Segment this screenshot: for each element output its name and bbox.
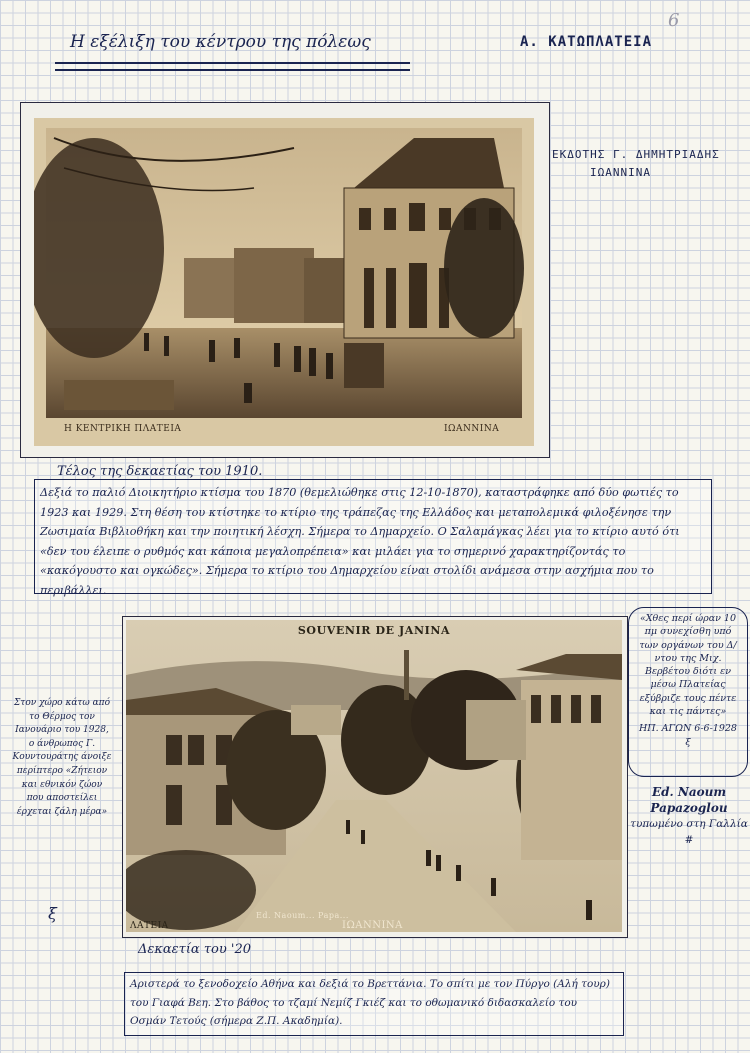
side-note-mark: ξ: [48, 904, 57, 923]
page-number: 6: [668, 10, 680, 31]
photo2-title: SOUVENIR DE JANINA: [297, 624, 451, 637]
caption1-date: Τέλος της δεκαετίας του 1910.: [57, 464, 263, 479]
publisher-note-2: [630, 784, 748, 848]
caption2-date: Δεκαετία του '20: [138, 942, 252, 957]
caption1-text: Δεξιά το παλιό Διοικητήριο κτίσμα του 1870 (θεμελιώθηκε στις 12-10-1870), καταστράφηκε από δύο φωτιές το 1923 και 1929. Στη θέση του κτίστηκε το κτίριο της τράπεζας της Ελλάδος και μεταπολεμικά φιλοξένησε την Ζωσιμαία Βιβλιοθήκη και την ποιητική λέσχη. Σήμερα το Δημαρχείο. Ο Σαλαμάγκας λέει για το κτίριο αυτό ότι «δεν του έλειπε ο ρυθμός και κάποια μεγαλοπρέπεια» και μιλάει για το σημερινό χαρακτηρίζοντάς το «κακόγουστο και ογκώδες». Σήμερα το κτίριο του Δημαρχείου είναι στολίδι ανάμεσα στην ασχήμια που το περιβάλλει.: [40, 486, 680, 597]
side-note: Στον χώρο κάτω από το Θέρμος τον Ιανουάριο του 1928, ο άνθρωπος Γ. Κουντουράτης άνοιξε περίπτερο «Ζήτειον και εθνικόν ζώον που αποστείλει έρχεται ζάλη μέρα»: [12, 698, 112, 817]
publisher2-line2: τυπωμένο στη Γαλλία: [630, 818, 748, 830]
quote-source: ΗΠ. ΑΓΩΝ 6-6-1928: [639, 723, 737, 735]
title-underline: [55, 62, 410, 71]
section-heading: Α. ΚΑΤΩΠΛΑΤΕΙΑ: [520, 34, 653, 50]
souvenir-de-janina-postcard: [126, 620, 622, 932]
central-square-postcard: [34, 118, 534, 446]
publisher2-mark: #: [684, 834, 694, 846]
photo1-left-label: Η ΚΕΝΤΡΙΚΗ ΠΛΑΤΕΙΑ: [64, 424, 182, 434]
publisher1-line1: ΕΚΔΟΤΗΣ Γ. ΔΗΜΗΤΡΙΑΔΗΣ: [552, 148, 720, 161]
publisher2-line1: Ed. Naoum Papazoglou: [650, 785, 728, 815]
quote-mark: ξ: [685, 736, 691, 748]
page-title: Η εξέλιξη του κέντρου της πόλεως: [70, 32, 371, 52]
publisher1-line2: ΙΩΑΝΝΙΝΑ: [590, 166, 651, 179]
photo2-left-label: ΛΑΤΕΙΑ: [130, 921, 169, 931]
publisher-note-1: [552, 146, 720, 182]
quote-body: «Χθες περί ώραν 10 πμ συνεχίσθη υπό των οργάνων του Δ/ντου της Μιχ. Βερβέτου διότι εν μέσω Πλατείας εξύβριζε τους πέντε και τις πάντες»: [639, 613, 737, 718]
caption2-text: Αριστερά το ξενοδοχείο Αθήνα και δεξιά το Βρεττάνια. Το σπίτι με τον Πύργο (Αλή τουρ) του Γιαφά Βεη. Στο βάθος το τζαμί Νεμίζ Γκιέζ και το οθωμανικό διδασκαλείο του Οσμάν Τετούς (σήμερα Ζ.Π. Ακαδημία).: [130, 978, 610, 1027]
photo2-caption: Ed. Naoum... Papa...: [256, 911, 349, 920]
photo2-right-label: ΙΩΑΝΝΙΝΑ: [342, 920, 403, 931]
newspaper-quote: [634, 612, 742, 749]
photo1-right-label: ΙΩΑΝΝΙΝΑ: [444, 424, 500, 434]
